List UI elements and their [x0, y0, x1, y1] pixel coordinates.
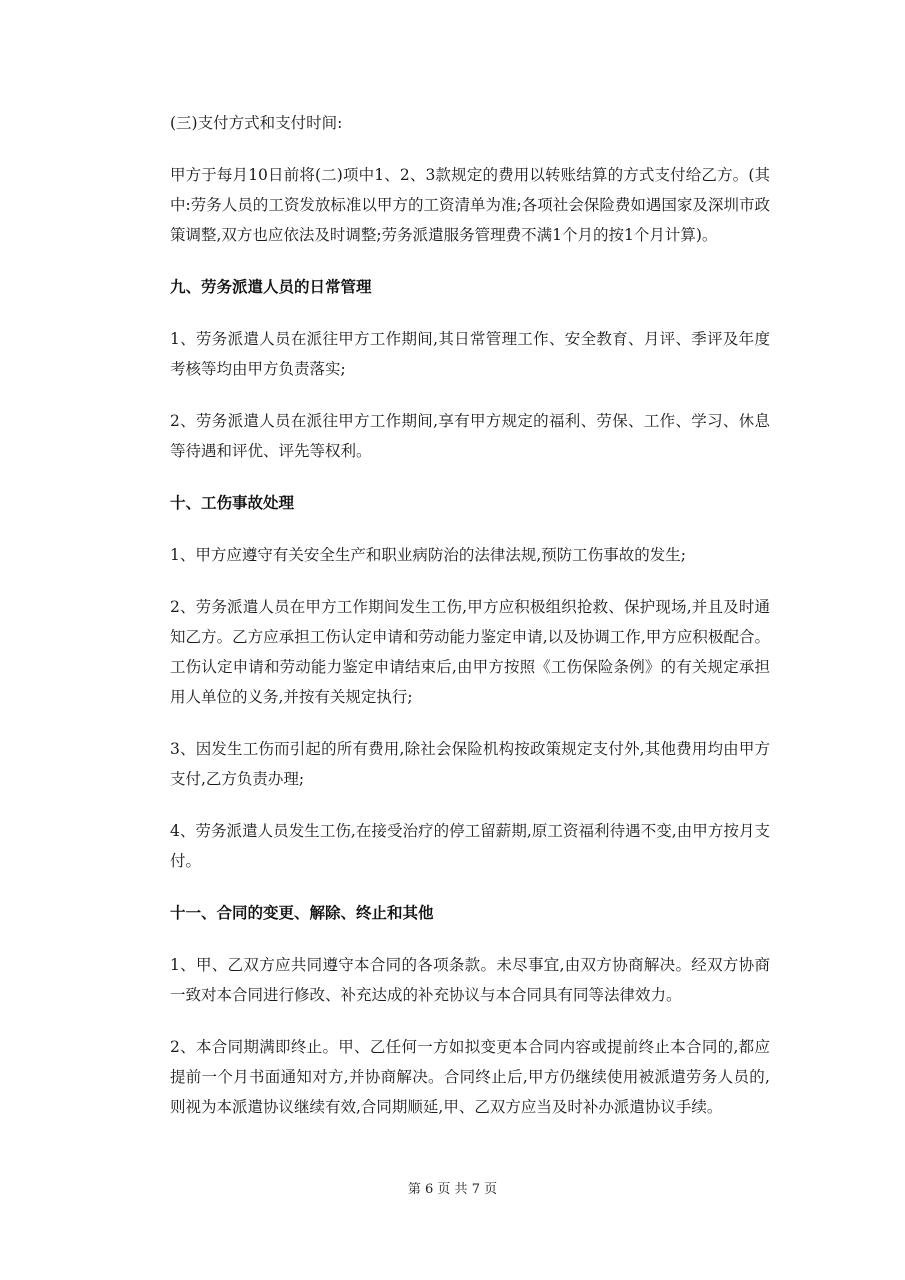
paragraph-management-2: 2、劳务派遣人员在派往甲方工作期间,享有甲方规定的福利、劳保、工作、学习、休息等待遇和评优、评先等权利。 — [170, 412, 770, 460]
paragraph-injury-4: 4、劳务派遣人员发生工伤,在接受治疗的停工留薪期,原工资福利待遇不变,由甲方按月支付。 — [170, 822, 770, 870]
document-body — [170, 108, 770, 1144]
paragraph-management-1: 1、劳务派遣人员在派往甲方工作期间,其日常管理工作、安全教育、月评、季评及年度考核等均由甲方负责落实; — [170, 330, 770, 378]
paragraph-injury-3: 3、因发生工伤而引起的所有费用,除社会保险机构按政策规定支付外,其他费用均由甲方支付,乙方负责办理; — [170, 740, 770, 788]
paragraph-payment-method-title: (三)支付方式和支付时间: — [170, 114, 343, 132]
page-number-footer: 第 6 页 共 7 页 — [407, 1182, 498, 1197]
paragraph-injury-2: 2、劳务派遣人员在甲方工作期间发生工伤,甲方应积极组织抢救、保护现场,并且及时通知乙方。乙方应承担工伤认定申请和劳动能力鉴定申请,以及协调工作,甲方应积极配合。工伤认定申请和劳动能力鉴定申请结束后,由甲方按照《工伤保险条例》的有关规定承担用人单位的义务,并按有关规定执行; — [170, 598, 770, 706]
paragraph-contract-2: 2、本合同期满即终止。甲、乙任何一方如拟变更本合同内容或提前终止本合同的,都应提前一个月书面通知对方,并协商解决。合同终止后,甲方仍继续使用被派遣劳务人员的,则视为本派遣协议继续有效,合同期顺延,甲、乙双方应当及时补办派遣协议手续。 — [170, 1038, 770, 1116]
section-heading-work-injury: 十、工伤事故处理 — [170, 494, 295, 512]
paragraph-contract-1: 1、甲、乙双方应共同遵守本合同的各项条款。未尽事宜,由双方协商解决。经双方协商一致对本合同进行修改、补充达成的补充协议与本合同具有同等法律效力。 — [170, 956, 770, 1004]
paragraph-injury-1: 1、甲方应遵守有关安全生产和职业病防治的法律法规,预防工伤事故的发生; — [170, 546, 687, 564]
section-heading-contract-changes: 十一、合同的变更、解除、终止和其他 — [170, 904, 434, 922]
paragraph-payment-details: 甲方于每月10日前将(二)项中1、2、3款规定的费用以转账结算的方式支付给乙方。(其中:劳务人员的工资发放标准以甲方的工资清单为准;各项社会保险费如遇国家及深圳市政策调整,双方也应依法及时调整;劳务派遣服务管理费不满1个月的按1个月计算)。 — [170, 166, 770, 244]
section-heading-daily-management: 九、劳务派遣人员的日常管理 — [170, 278, 372, 296]
